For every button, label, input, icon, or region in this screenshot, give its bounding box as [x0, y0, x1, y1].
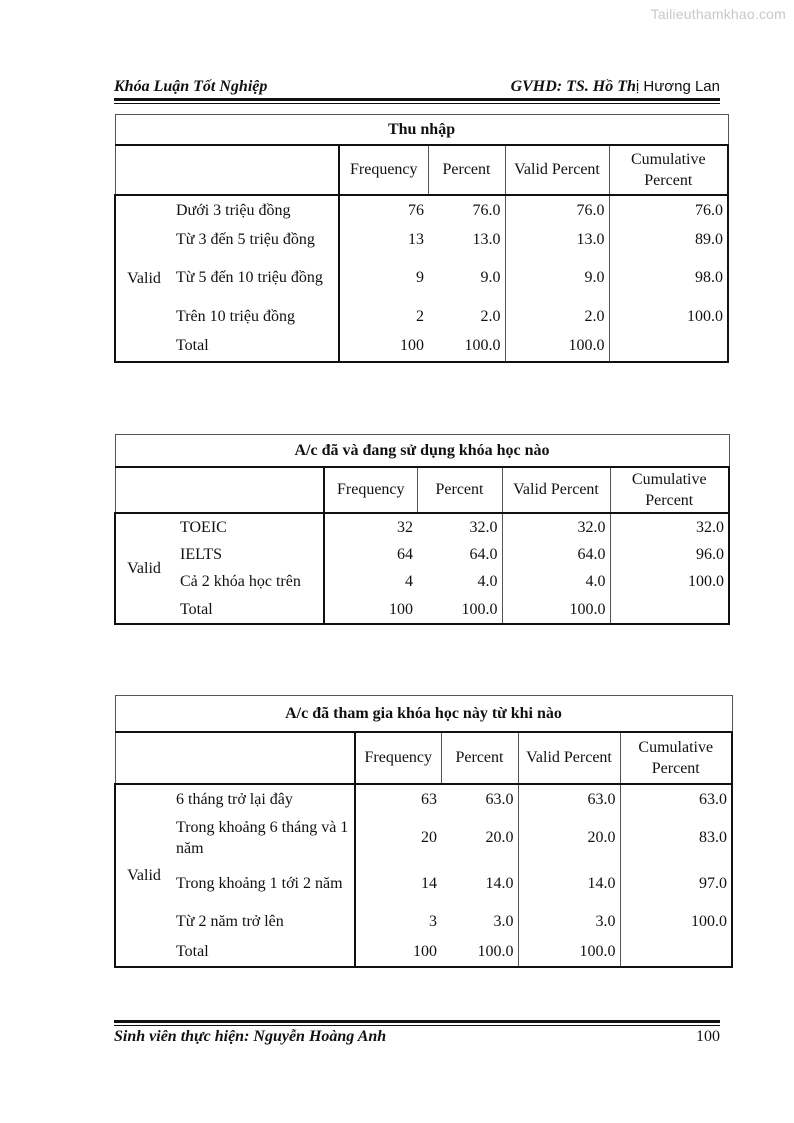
cell-frequency: 4	[324, 568, 417, 596]
cell-frequency: 14	[355, 861, 441, 907]
header-rule-thin	[114, 103, 720, 104]
cell-percent: 20.0	[441, 815, 518, 861]
cell-percent: 76.0	[428, 195, 505, 226]
table-course-used	[114, 434, 730, 625]
cell-valid-percent: 20.0	[518, 815, 620, 861]
cell-valid-percent: 64.0	[502, 541, 610, 568]
row-label: Trong khoảng 1 tới 2 năm	[176, 875, 343, 892]
cell-frequency: 9	[339, 254, 428, 302]
header-advisor-plain: ị Hương Lan	[635, 78, 720, 95]
header-advisor-bold: GVHD: TS. Hồ Th	[510, 78, 636, 95]
col-cumulative-percent: Cumulative Percent	[610, 467, 729, 513]
cell-percent: 2.0	[428, 302, 505, 331]
table-title: Thu nhập	[115, 115, 728, 145]
cell-valid-percent: 100.0	[505, 331, 609, 362]
row-label: Total	[172, 596, 324, 624]
col-percent: Percent	[428, 145, 505, 195]
cell-valid-percent: 63.0	[518, 784, 620, 815]
cell-cumulative	[610, 596, 729, 624]
row-label: TOEIC	[180, 518, 227, 536]
row-label: Từ 5 đến 10 triệu đồng	[176, 269, 323, 286]
cell-frequency: 2	[339, 302, 428, 331]
col-percent: Percent	[417, 467, 502, 513]
cell-cumulative: 63.0	[620, 784, 732, 815]
cell-valid-percent: 14.0	[518, 861, 620, 907]
cell-valid-percent: 4.0	[502, 568, 610, 596]
cell-percent: 9.0	[428, 254, 505, 302]
cell-percent: 100.0	[428, 331, 505, 362]
row-label: 6 tháng trở lại đây	[176, 791, 293, 808]
col-cumulative-percent: Cumulative Percent	[609, 145, 728, 195]
row-label: Total	[172, 937, 355, 967]
table-income	[114, 114, 729, 363]
cell-valid-percent: 32.0	[502, 513, 610, 541]
cell-percent: 32.0	[417, 513, 502, 541]
cell-percent: 100.0	[417, 596, 502, 624]
cell-cumulative: 100.0	[610, 568, 729, 596]
row-label: Từ 2 năm trở lên	[176, 913, 284, 930]
cell-cumulative: 98.0	[609, 254, 728, 302]
footer-rule	[114, 1020, 720, 1023]
cell-frequency: 100	[355, 937, 441, 967]
row-group-label: Valid	[115, 195, 172, 362]
header-blank	[115, 467, 324, 513]
cell-cumulative: 97.0	[620, 861, 732, 907]
col-frequency: Frequency	[339, 145, 428, 195]
cell-frequency: 100	[324, 596, 417, 624]
cell-cumulative: 96.0	[610, 541, 729, 568]
table-title: A/c đã và đang sử dụng khóa học nào	[115, 435, 729, 467]
cell-cumulative: 32.0	[610, 513, 729, 541]
cell-cumulative: 89.0	[609, 226, 728, 254]
cell-percent: 13.0	[428, 226, 505, 254]
cell-valid-percent: 3.0	[518, 907, 620, 937]
header-blank	[115, 732, 355, 784]
header-rule	[114, 98, 720, 101]
footer-student: Sinh viên thực hiện: Nguyễn Hoàng Anh	[114, 1028, 387, 1045]
cell-cumulative: 100.0	[609, 302, 728, 331]
cell-frequency: 76	[339, 195, 428, 226]
header-thesis-title: Khóa Luận Tốt Nghiệp	[114, 78, 268, 95]
col-valid-percent: Valid Percent	[502, 467, 610, 513]
cell-cumulative: 76.0	[609, 195, 728, 226]
cell-frequency: 20	[355, 815, 441, 861]
footer-rule-thin	[114, 1025, 720, 1026]
row-label: IELTS	[180, 545, 223, 563]
row-label: Cả 2 khóa học trên	[180, 573, 301, 590]
cell-percent: 4.0	[417, 568, 502, 596]
cell-frequency: 100	[339, 331, 428, 362]
cell-percent: 64.0	[417, 541, 502, 568]
header-advisor	[511, 78, 720, 96]
row-label: Trong khoảng 6 tháng và 1 năm	[176, 818, 349, 857]
cell-valid-percent: 100.0	[518, 937, 620, 967]
cell-percent: 63.0	[441, 784, 518, 815]
row-group-label: Valid	[115, 784, 172, 967]
cell-frequency: 32	[324, 513, 417, 541]
cell-cumulative	[620, 937, 732, 967]
table-course-joined	[114, 695, 733, 968]
row-label: Dưới 3 triệu đồng	[176, 202, 291, 219]
col-valid-percent: Valid Percent	[518, 732, 620, 784]
cell-frequency: 63	[355, 784, 441, 815]
watermark: Tailieuthamkhao.com	[650, 6, 786, 22]
cell-valid-percent: 13.0	[505, 226, 609, 254]
cell-percent: 3.0	[441, 907, 518, 937]
cell-cumulative: 83.0	[620, 815, 732, 861]
table-title: A/c đã tham gia khóa học này từ khi nào	[115, 696, 732, 732]
col-frequency: Frequency	[355, 732, 441, 784]
col-frequency: Frequency	[324, 467, 417, 513]
col-percent: Percent	[441, 732, 518, 784]
cell-frequency: 13	[339, 226, 428, 254]
cell-valid-percent: 2.0	[505, 302, 609, 331]
cell-frequency: 64	[324, 541, 417, 568]
cell-valid-percent: 76.0	[505, 195, 609, 226]
row-label: Trên 10 triệu đồng	[176, 307, 295, 325]
cell-valid-percent: 9.0	[505, 254, 609, 302]
row-label: Từ 3 đến 5 triệu đồng	[176, 231, 315, 248]
cell-cumulative: 100.0	[620, 907, 732, 937]
page-footer	[114, 1028, 720, 1050]
col-valid-percent: Valid Percent	[505, 145, 609, 195]
cell-cumulative	[609, 331, 728, 362]
header-blank	[115, 145, 339, 195]
row-label: Total	[172, 331, 339, 362]
row-group-label: Valid	[115, 513, 172, 624]
cell-percent: 14.0	[441, 861, 518, 907]
cell-percent: 100.0	[441, 937, 518, 967]
cell-frequency: 3	[355, 907, 441, 937]
cell-valid-percent: 100.0	[502, 596, 610, 624]
page-number: 100	[696, 1028, 720, 1045]
col-cumulative-percent: Cumulative Percent	[620, 732, 732, 784]
page-header	[114, 76, 720, 98]
